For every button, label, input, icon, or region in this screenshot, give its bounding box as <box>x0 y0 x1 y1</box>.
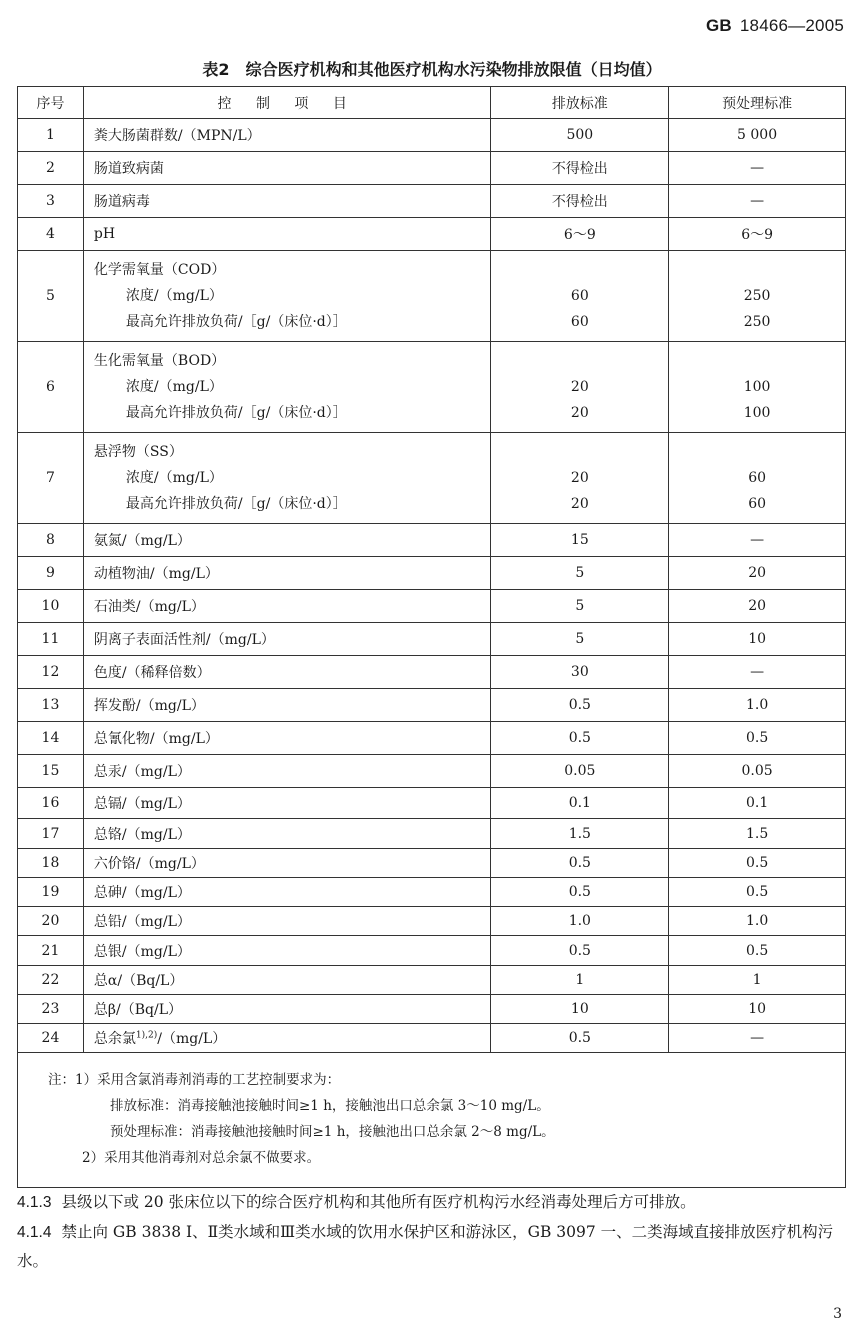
row-pretreatment: 20 <box>669 557 846 590</box>
row-sub-pretreatment: 60 <box>748 496 767 512</box>
table-row <box>18 819 846 849</box>
table-notes <box>18 1053 846 1188</box>
row-no: 23 <box>18 995 84 1024</box>
row-discharge: 0.5 <box>491 722 669 755</box>
row-item-title: 化学需氧量（COD） <box>93 262 226 278</box>
row-discharge: 0.05 <box>491 755 669 788</box>
row-pretreatment: 1.0 <box>669 689 846 722</box>
row-item: 总镉/（mg/L） <box>83 788 491 819</box>
row-sub-label: 浓度/（mg/L） <box>125 379 223 395</box>
row-item: 色度/（稀释倍数） <box>83 656 491 689</box>
row-no: 9 <box>18 557 84 590</box>
row-item: 总氰化物/（mg/L） <box>83 722 491 755</box>
row-item: pH <box>83 218 491 251</box>
row-item <box>83 1024 491 1053</box>
row-item: 总β/（Bq/L） <box>83 995 491 1024</box>
note-line-1: 注：1）采用含氯消毒剂消毒的工艺控制要求为： <box>48 1072 341 1088</box>
table-row <box>18 849 846 878</box>
row-item: 总银/（mg/L） <box>83 936 491 966</box>
row-item: 肠道致病菌 <box>83 152 491 185</box>
row-pretreatment: 0.5 <box>669 722 846 755</box>
row-no: 18 <box>18 849 84 878</box>
row-sub-label: 最高允许排放负荷/［g/（床位·d）］ <box>125 314 347 330</box>
standard-header <box>706 16 844 36</box>
row-pretreatment: — <box>669 152 846 185</box>
table-row <box>18 689 846 722</box>
row-item: 挥发酚/（mg/L） <box>83 689 491 722</box>
row-pretreatment: — <box>669 656 846 689</box>
table-row <box>18 342 846 433</box>
row-pretreatment: 10 <box>669 995 846 1024</box>
row-discharge: 不得检出 <box>491 185 669 218</box>
row-no: 20 <box>18 907 84 936</box>
clause-text: 禁止向 GB 3838 Ⅰ、Ⅱ类水域和Ⅲ类水域的饮用水保护区和游泳区，GB 3097 一、二类海域直接排放医疗机构污水。 <box>17 1223 834 1270</box>
row-discharge: 1.5 <box>491 819 669 849</box>
row-discharge: 0.1 <box>491 788 669 819</box>
row-item-title: 生化需氧量（BOD） <box>93 353 226 369</box>
row-item: 肠道病毒 <box>83 185 491 218</box>
row-discharge: 1.0 <box>491 907 669 936</box>
note-line-3: 预处理标准：消毒接触池接触时间≥1 h，接触池出口总余氯 2～8 mg/L。 <box>110 1124 555 1140</box>
row-no: 1 <box>18 119 84 152</box>
row-item: 阴离子表面活性剂/（mg/L） <box>83 623 491 656</box>
row-no: 13 <box>18 689 84 722</box>
row-no: 6 <box>18 342 84 433</box>
clause-4-1-4 <box>17 1218 847 1275</box>
row-discharge: 500 <box>491 119 669 152</box>
row-pretreatment: 0.5 <box>669 849 846 878</box>
row-pretreatment: 1.0 <box>669 907 846 936</box>
row-no: 17 <box>18 819 84 849</box>
row-discharge: 5 <box>491 557 669 590</box>
table-row <box>18 590 846 623</box>
row-pretreatment <box>669 342 846 433</box>
row-item <box>83 433 491 524</box>
table-row <box>18 966 846 995</box>
row-pretreatment: — <box>669 1024 846 1053</box>
row-pretreatment: 1.5 <box>669 819 846 849</box>
row-discharge: 1 <box>491 966 669 995</box>
note-line-2: 排放标准：消毒接触池接触时间≥1 h，接触池出口总余氯 3～10 mg/L。 <box>110 1098 550 1114</box>
row-sub-pretreatment: 60 <box>748 470 767 486</box>
row-discharge: 0.5 <box>491 849 669 878</box>
row-sub-discharge: 20 <box>570 379 589 395</box>
row-pretreatment: 10 <box>669 623 846 656</box>
row-item: 氨氮/（mg/L） <box>83 524 491 557</box>
row-no: 4 <box>18 218 84 251</box>
table-notes-row <box>18 1053 846 1188</box>
row-discharge: 6～9 <box>491 218 669 251</box>
row-sub-pretreatment: 250 <box>743 314 771 330</box>
row-sub-pretreatment: 250 <box>743 288 771 304</box>
col-header-no: 序号 <box>18 87 84 119</box>
table-row <box>18 152 846 185</box>
row-item <box>83 251 491 342</box>
row-pretreatment: 0.5 <box>669 878 846 907</box>
row-pretreatment: 20 <box>669 590 846 623</box>
row-pretreatment: 0.5 <box>669 936 846 966</box>
row-pretreatment: 6～9 <box>669 218 846 251</box>
table-row <box>18 878 846 907</box>
row-no: 16 <box>18 788 84 819</box>
standard-code: GB <box>706 16 732 35</box>
standard-number: 18466—2005 <box>739 16 844 35</box>
row-sub-label: 浓度/（mg/L） <box>125 470 223 486</box>
table-row <box>18 119 846 152</box>
row-no: 15 <box>18 755 84 788</box>
row-no: 12 <box>18 656 84 689</box>
row-sub-pretreatment: 100 <box>743 405 771 421</box>
table-row <box>18 623 846 656</box>
row-no: 8 <box>18 524 84 557</box>
row-no: 22 <box>18 966 84 995</box>
table-row <box>18 557 846 590</box>
row-pretreatment <box>669 251 846 342</box>
table-row <box>18 524 846 557</box>
table-row <box>18 907 846 936</box>
table-title-text: 综合医疗机构和其他医疗机构水污染物排放限值（日均值） <box>245 60 662 79</box>
page-number: 3 <box>833 1306 842 1322</box>
row-discharge: 5 <box>491 590 669 623</box>
row-item <box>83 342 491 433</box>
row-item: 总汞/（mg/L） <box>83 755 491 788</box>
row-discharge <box>491 433 669 524</box>
row-pretreatment: — <box>669 524 846 557</box>
row-item-text: 总余氯 <box>93 1031 136 1047</box>
row-sub-discharge: 60 <box>570 288 589 304</box>
row-pretreatment: 5 000 <box>669 119 846 152</box>
row-item: 石油类/（mg/L） <box>83 590 491 623</box>
row-discharge: 0.5 <box>491 878 669 907</box>
row-discharge: 15 <box>491 524 669 557</box>
row-item: 六价铬/（mg/L） <box>83 849 491 878</box>
row-sub-pretreatment: 100 <box>743 379 771 395</box>
row-sub-label: 最高允许排放负荷/［g/（床位·d）］ <box>125 496 347 512</box>
row-sub-discharge: 60 <box>570 314 589 330</box>
row-item: 总α/（Bq/L） <box>83 966 491 995</box>
table-row <box>18 788 846 819</box>
row-item: 总铅/（mg/L） <box>83 907 491 936</box>
note-line-4: 2）采用其他消毒剂对总余氯不做要求。 <box>82 1150 321 1166</box>
clause-text: 县级以下或 20 张床位以下的综合医疗机构和其他所有医疗机构污水经消毒处理后方可排放。 <box>61 1193 696 1211</box>
table-title <box>0 57 864 80</box>
row-sub-label: 最高允许排放负荷/［g/（床位·d）］ <box>125 405 347 421</box>
row-item: 总砷/（mg/L） <box>83 878 491 907</box>
footnote-ref: 1),2) <box>135 1030 158 1041</box>
row-sub-discharge: 20 <box>570 470 589 486</box>
row-discharge: 5 <box>491 623 669 656</box>
row-no: 14 <box>18 722 84 755</box>
row-discharge: 0.5 <box>491 1024 669 1053</box>
row-item-unit: /（mg/L） <box>157 1031 227 1047</box>
col-header-item: 控 制 项 目 <box>83 87 491 119</box>
col-header-discharge: 排放标准 <box>491 87 669 119</box>
row-item: 动植物油/（mg/L） <box>83 557 491 590</box>
row-item-title: 悬浮物（SS） <box>93 444 183 460</box>
row-pretreatment: 1 <box>669 966 846 995</box>
clause-number: 4.1.3 <box>17 1194 52 1211</box>
row-no: 19 <box>18 878 84 907</box>
row-pretreatment: — <box>669 185 846 218</box>
row-pretreatment: 0.1 <box>669 788 846 819</box>
row-no: 5 <box>18 251 84 342</box>
table-row <box>18 433 846 524</box>
clause-4-1-3 <box>17 1188 847 1217</box>
row-pretreatment <box>669 433 846 524</box>
row-no: 3 <box>18 185 84 218</box>
row-pretreatment: 0.05 <box>669 755 846 788</box>
row-no: 10 <box>18 590 84 623</box>
row-sub-label: 浓度/（mg/L） <box>125 288 223 304</box>
row-discharge: 不得检出 <box>491 152 669 185</box>
row-discharge <box>491 251 669 342</box>
row-no: 7 <box>18 433 84 524</box>
row-item: 粪大肠菌群数/（MPN/L） <box>83 119 491 152</box>
row-no: 11 <box>18 623 84 656</box>
row-discharge: 0.5 <box>491 689 669 722</box>
table-header-row <box>18 87 846 119</box>
row-no: 21 <box>18 936 84 966</box>
row-discharge <box>491 342 669 433</box>
row-sub-discharge: 20 <box>570 405 589 421</box>
table-row <box>18 218 846 251</box>
table-row <box>18 936 846 966</box>
table-row <box>18 995 846 1024</box>
table-row <box>18 1024 846 1053</box>
table-number: 表2 <box>202 60 230 79</box>
row-no: 2 <box>18 152 84 185</box>
emission-limits-table <box>17 86 846 1188</box>
col-header-pretreatment: 预处理标准 <box>669 87 846 119</box>
row-no: 24 <box>18 1024 84 1053</box>
row-item: 总铬/（mg/L） <box>83 819 491 849</box>
clause-number: 4.1.4 <box>17 1224 52 1241</box>
table-row <box>18 722 846 755</box>
table-row <box>18 656 846 689</box>
table-row <box>18 755 846 788</box>
row-discharge: 10 <box>491 995 669 1024</box>
table-row <box>18 185 846 218</box>
row-sub-discharge: 20 <box>570 496 589 512</box>
row-discharge: 30 <box>491 656 669 689</box>
table-row <box>18 251 846 342</box>
row-discharge: 0.5 <box>491 936 669 966</box>
